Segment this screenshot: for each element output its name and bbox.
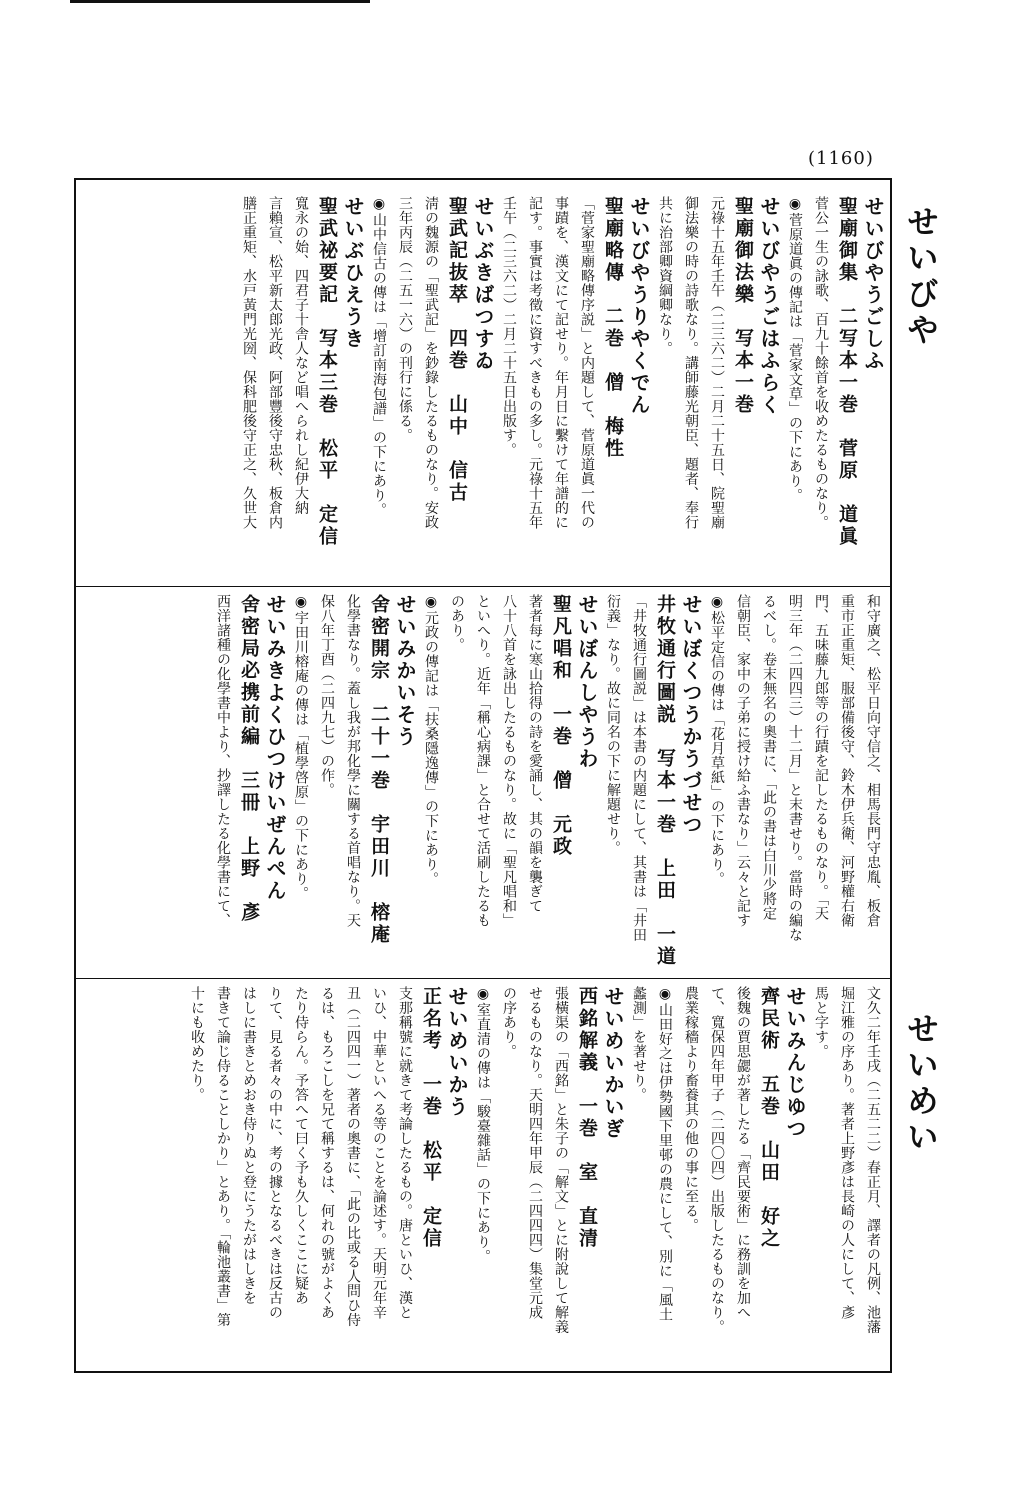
entry-text: 明三年（二四四三）十二月」と末書せり。當時の編な xyxy=(787,594,803,942)
entry-text: 門、五味藤九郎等の行蹟を記したるものなり。「天 xyxy=(813,594,829,921)
tier-divider-2 xyxy=(74,978,892,979)
entry-heading: せいぶきばつすゐ xyxy=(471,196,495,372)
entry-text: ◉松平定信の傳は「花月草紙」の下にあり。 xyxy=(709,594,725,886)
entry-text: 壬午（二三六二）二月二十五日出版す。 xyxy=(501,196,517,457)
entry-text: せるものなり。天明四年甲辰（二四四四）集堂元成 xyxy=(527,986,543,1320)
entry-heading: せいぶひえうき xyxy=(341,196,365,350)
entry-title: 齊民術 五巻 山田 好之 xyxy=(758,986,780,1250)
entry-text: はしに書きとめおき侍りぬと登にうたがはしきを xyxy=(241,986,257,1305)
tier-divider-1 xyxy=(74,586,892,587)
entry-text: るは、もろこしを兄て稱するは、何れの號がよくあ xyxy=(319,986,335,1320)
entry-text: 蠡測」を著せり。 xyxy=(631,986,647,1102)
entry-text: 淸の魏源の「聖武記」を鈔錄したるものなり。安政 xyxy=(423,196,439,530)
entry-text: 「井牧通行圖説」は本書の内題にして、其書は「井田 xyxy=(631,594,647,942)
entry-text: 張橫渠の「西銘」と朱子の「解文」とに附說して解義 xyxy=(553,986,569,1334)
entry-heading: せいぼくつうかうづせつ xyxy=(679,594,703,836)
entry-heading: せいみきよくひつけいぜんぺん xyxy=(263,594,287,902)
entry-text: 信朝臣、家中の子弟に授け給ふ書なり」云々と記す xyxy=(735,594,751,928)
entry-text: ◉元政の傳記は「扶桑隱逸傳」の下にあり。 xyxy=(423,594,439,886)
entry-title: 聖廟御法樂 写本一巻 xyxy=(732,196,754,416)
entry-text: ◉菅原道眞の傳記は「菅家文草」の下にあり。 xyxy=(787,196,803,503)
entry-text: りて、見る者々の中に、考の據となるべきは反古の xyxy=(267,986,283,1320)
entry-title: 聖廟略傳 二巻 僧 梅性 xyxy=(602,196,624,460)
entry-text: 元祿十五年壬午（二三六二）二月二十五日、院聖廟 xyxy=(709,196,725,530)
tier-bottom xyxy=(96,986,886,1366)
entry-text: 重市正重矩、服部備後守、鈴木伊兵衛、河野權右衛 xyxy=(839,594,855,928)
entry-text: 「菅家聖廟略傳序説」と内題して、菅原道眞一代の xyxy=(579,196,595,530)
entry-text: のあり。 xyxy=(449,594,465,652)
entry-title: 西銘解義 一巻 室 直清 xyxy=(576,986,598,1250)
entry-text: 丑（二四四一）著者の奧書に、「此の比或る人問ひ侍 xyxy=(345,986,361,1327)
top-rule xyxy=(70,0,370,3)
entry-text: 農業稼穡より畜養其の他の事に至る。 xyxy=(683,986,699,1233)
entry-text: ◉山田好之は伊勢國下里邨の農にして、別に「風土 xyxy=(657,986,673,1322)
entry-text: 寬永の始、四君子十舎人など唱へられし紀伊大納 xyxy=(293,196,309,515)
entry-text: 書きて論じ侍ることしかり」とあり。「輪池叢書」第 xyxy=(215,986,231,1327)
entry-text: 支那稱號に就きて考論したるもの。唐といひ、漢と xyxy=(397,986,413,1320)
entry-text: 著者每に寒山拾得の詩を愛誦し、其の韻を襲ぎて xyxy=(527,594,543,913)
entry-text: 事蹟を、漢文にて記せり。年月日に繫けて年譜的に xyxy=(553,196,569,530)
entry-text: 記す。事實は考徵に資すべきもの多し。元祿十五年 xyxy=(527,196,543,530)
page-number: (1160) xyxy=(808,148,874,169)
entry-text: て、寬保四年甲子（二四〇四）出版したるものなり。 xyxy=(709,986,725,1334)
entry-title: 井牧通行圖説 写本一巻 上田 一道 xyxy=(654,594,676,968)
entry-text: 文久二年壬戌（二五二二）春正月、譯者の凡例、池藩 xyxy=(865,986,881,1334)
entry-text: ◉山中信古の傳は「增訂南海包譜」の下にあり。 xyxy=(371,196,387,517)
entry-text: 保八年丁酉（二四九七）の作。 xyxy=(319,594,335,797)
entry-text: 馬と字す。 xyxy=(813,986,829,1059)
entry-text: ◉宇田川榕庵の傳は「植學啓原」の下にあり。 xyxy=(293,594,309,901)
entry-text: 膳正重矩、水戸黃門光圀、保科肥後守正之、久世大 xyxy=(241,196,257,530)
entry-heading: せいびやうごしふ xyxy=(861,196,885,372)
entry-text: 衍義」なり。故に同名の下に解題せり。 xyxy=(605,594,621,855)
entry-heading: せいぼんしやうわ xyxy=(575,594,599,770)
entry-title: 聖武祕要記 写本三巻 松平 定信 xyxy=(316,196,338,548)
entry-text: 西洋諸種の化學書中より、抄譯したる化學書にて、 xyxy=(215,594,231,928)
entry-text: といへり。近年「稱心病課」と合せて活刷したるも xyxy=(475,594,491,928)
entry-text: 言賴宣、松平新太郎光政、阿部豐後守忠秋、板倉内 xyxy=(267,196,283,530)
entry-text: 菅公一生の詠歌、百九十餘首を收めたるものなり。 xyxy=(813,196,829,530)
entry-text: 十にも收めたり。 xyxy=(189,986,205,1102)
tier-middle xyxy=(96,594,886,970)
entry-heading: せいめいかいぎ xyxy=(601,986,625,1140)
entry-text: 三年丙辰（二五一六）の刊行に係る。 xyxy=(397,196,413,443)
entry-text: 御法樂の時の詩歌なり。講師藤光朝臣、題者、奉行 xyxy=(683,196,699,530)
entry-heading: せいびやうりやくでん xyxy=(627,196,651,416)
entry-text: たり侍らん。予答へて曰く予も久しくここに疑あ xyxy=(293,986,309,1305)
entry-text: 化學書なり。蓋し我が邦化學に關する首唱なり。天 xyxy=(345,594,361,928)
gutter-heading-top: せいびや xyxy=(902,205,940,349)
entry-heading: せいびやうごはふらく xyxy=(757,196,781,416)
entry-title: 舍密局必携前編 三冊 上野 彥 xyxy=(238,594,260,924)
entry-heading: せいめいかう xyxy=(445,986,469,1118)
entry-title: 聖武記抜萃 四巻 山中 信古 xyxy=(446,196,468,504)
entry-text: 堀江雅の序あり。著者上野彥は長崎の人にして、彥 xyxy=(839,986,855,1320)
entry-text: 和守廣之、松平日向守信之、相馬長門守忠胤、板倉 xyxy=(865,594,881,928)
entry-text: いひ、中華といへる等のことを論述す。天明元年辛 xyxy=(371,986,387,1320)
entry-text: 後魏の賈思勰が著したる「齊民要術」に務訓を加へ xyxy=(735,986,751,1320)
entry-heading: せいみかいそう xyxy=(393,594,417,748)
entry-heading: せいみんじゆつ xyxy=(783,986,807,1140)
entry-text: ◉室直清の傳は「駿臺雜話」の下にあり。 xyxy=(475,986,491,1264)
entry-text: 共に治部卿資綱卿なり。 xyxy=(657,196,673,356)
entry-text: るべし。卷末無名の奧書に、「此の書は白川少將定 xyxy=(761,594,777,921)
entry-title: 正名考 一巻 松平 定信 xyxy=(420,986,442,1250)
gutter-heading-bottom: せいめい xyxy=(902,1012,940,1156)
entry-title: 聖凡唱和 一巻 僧 元政 xyxy=(550,594,572,858)
tier-top xyxy=(96,196,886,578)
entry-title: 聖廟御集 二写本一巻 菅原 道眞 xyxy=(836,196,858,548)
entry-text: 八十八首を詠出したるものなり。故に「聖凡唱和」 xyxy=(501,594,517,928)
entry-title: 舍密開宗 二十一巻 宇田川 榕庵 xyxy=(368,594,390,946)
entry-text: の序あり。 xyxy=(501,986,517,1059)
